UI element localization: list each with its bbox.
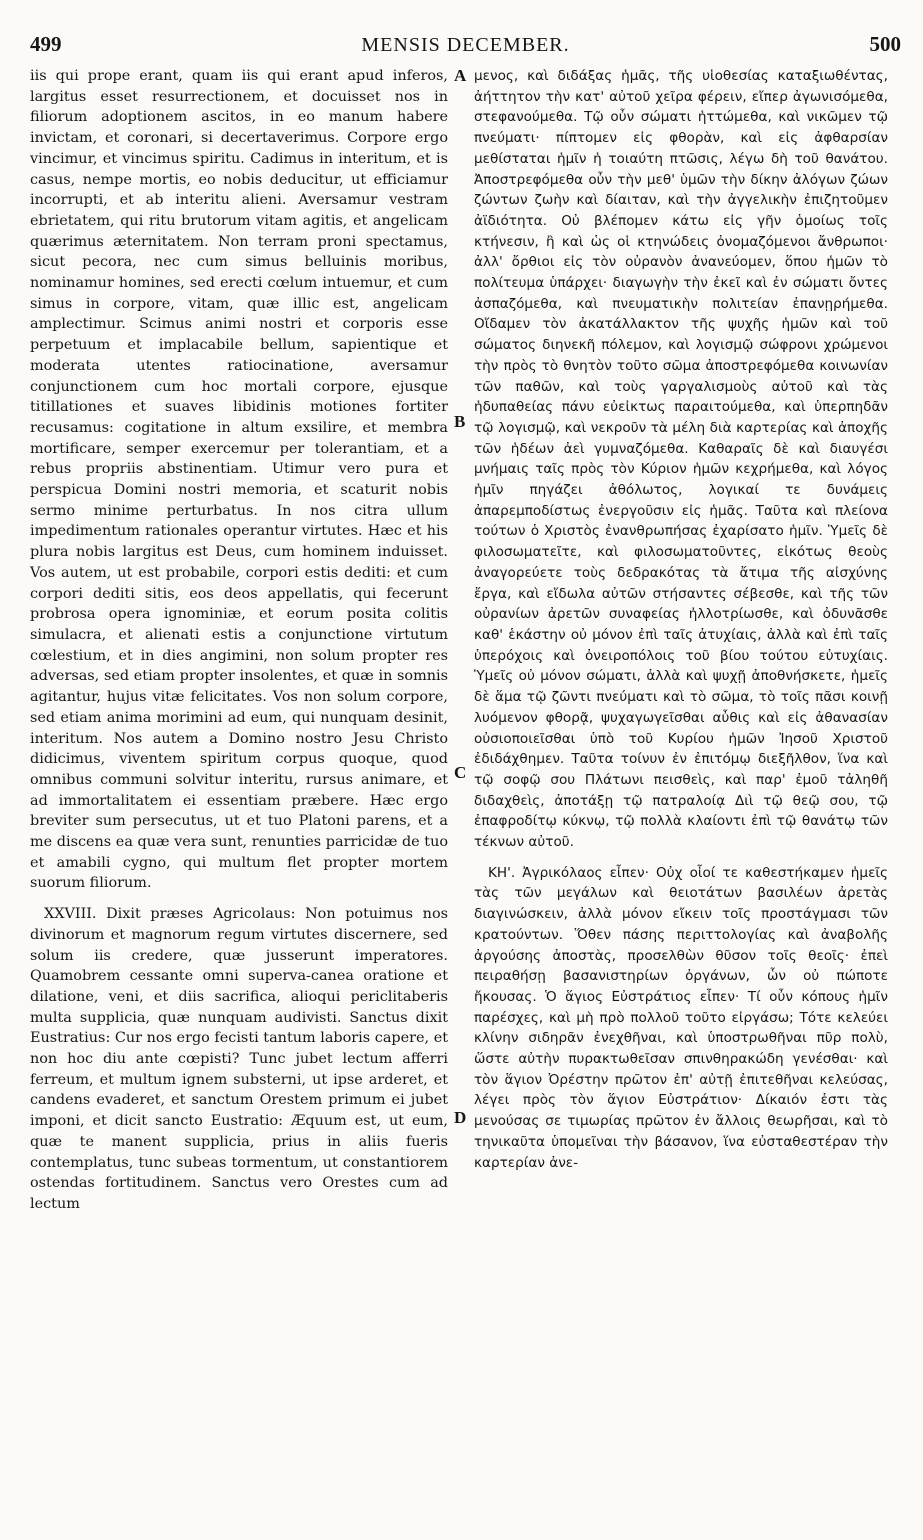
latin-column — [30, 66, 448, 1520]
greek-paragraph-2: ΚΗ'. Ἀγρικόλαος εἶπεν· Οὐχ οἷοί τε καθεστήκαμεν ἡμεῖς τὰς τῶν μεγάλων καὶ θειοτάτων βασιλέων ἀρετὰς διαγινώσκειν, ἀλλὰ μόνον εἴκειν τοῖς προστάγμασι τῶν κρατούντων. Ὅθεν πάσης περιττολογίας καὶ ἀναβολῆς ἀργούσης ἀποστὰς, προσελθὼν θῦσον τοῖς θεοῖς· ἐπεὶ πειραθήσῃ βασανιστηρίων ὀργάνων, ὧν οὐ πώποτε ἤκουσας. Ὁ ἅγιος Εὐστράτιος εἶπεν· Τί οὖν κόπους ἡμῖν παρέσχες, καὶ μὴ πρὸ πολλοῦ τοῦτο εἰργάσω; Τότε κελεύει κλίνην σιδηρᾶν ἐνεχθῆναι, καὶ ὑποστρωθῆναι πῦρ πολὺ, ὥστε αὐτὴν πυρακτωθεῖσαν σπινθηρακώδη γενέσθαι· καὶ τὸν ἅγιον Ὀρέστην πρῶτον ἐπ' αὐτῇ ἐπιτεθῆναι κελεύσας, λέγει πρὸς τὸν ἅγιον Εὐστράτιον· Δίκαιόν ἐστι τὰς μενούσας σε τιμωρίας πρῶτον ἐν ἄλλοις θεωρῆσαι, καὶ τὸ τηνικαῦτα ὑπομεῖναι τὴν βάσανον, ἵνα εὐσταθεστέραν τὴν καρτερίαν ἀνε- — [474, 864, 888, 1171]
running-title: MENSIS DECEMBER. — [361, 34, 570, 56]
margin-label-d: D — [454, 1108, 467, 1127]
page-header — [30, 32, 901, 62]
margin-label-a: A — [454, 66, 467, 85]
page-number-left: 499 — [30, 32, 62, 56]
greek-column — [474, 66, 888, 1520]
latin-paragraph-2: XXVIII. Dixit præses Agricolaus: Non potuimus nos divinorum et magnorum regum virtutes discernere, sed solum iis credere, quæ jusserunt imperatores. Quamobrem cessante omni superva-canea oratione et dilatione, veni, et diis sacrifica, alioqui periclitaberis multa supplicia, quæ nunquam audivisti. Sanctus dixit Eustratius: Cur nos ergo fecisti tantum laboris capere, et non hoc diu ante cœpisti? Tunc jubet lectum afferri ferreum, et multum ignem substerni, ut ipse arderet, et candens evaderet, et sanctum Orestem primum ei jubet imponi, et dicit sancto Eustratio: Æquum est, ut eum, quæ te manent supplicia, prius in aliis fueris contemplatus, tunc subeas tormentum, ut constantiorem ostendas fortitudinem. Sanctus vero Orestes cum ad lectum — [30, 906, 448, 1212]
margin-label-b: B — [454, 412, 466, 431]
page-number-right: 500 — [869, 32, 901, 56]
greek-paragraph-1: μενος, καὶ διδάξας ἡμᾶς, τῆς υἱοθεσίας καταξιωθέντας, ἀήττητον τὴν κατ' αὐτοῦ χεῖρα φέρειν, εἴπερ ἀγωνισόμεθα, στεφανούμεθα. Τῷ οὖν σώματι ἡττώμεθα, καὶ νικῶμεν τῷ πνεύματι· πίπτομεν εἰς φθορὰν, καὶ εἰς ἀφθαρσίαν μεθίσταται ἡμῖν ἡ τοιαύτη πτῶσις, λέγω δὴ τοῦ θανάτου. Ἀποστρεφόμεθα οὖν τὴν μεθ' ὑμῶν τὴν δίκην ἀλόγων ζώων ζώντων ζωὴν καὶ δίαιταν, καὶ τὴν ἀγγελικὴν ἐπιζητοῦμεν ἀϊδιότητα. Οὐ βλέπομεν κάτω εἰς γῆν ὁμοίως τοῖς κτήνεσιν, ἢ καὶ ὡς οἱ κτηνώδεις ὀνομαζόμενοι ἄνθρωποι· ἀλλ' ὄρθιοι εἰς τὸν οὐρανὸν ἀνανεύομεν, ὅπου ἡμῶν τὸ πολίτευμα ὑπάρχει· διαγωγὴν τὴν ἐκεῖ καὶ ἐν σώματι ὄντες ἀσπαζόμεθα, καὶ πνευματικὴν πολιτείαν ἐπανῃρήμεθα. Οἴδαμεν τὸν ἀκατάλλακτον τῆς ψυχῆς ἡμῶν καὶ τοῦ σώματος διηνεκῆ πόλεμον, καὶ λογισμῷ σώφρονι χρώμενοι τὴν πρὸς τὸ θνητὸν τοῦτο σῶμα ἀποστρεφόμεθα κοινωνίαν τῶν παθῶν, καὶ τοὺς γαργαλισμοὺς αὐτοῦ καὶ τὰς ἡδυπαθείας πάνυ εὐεἰκτως παραιτούμεθα, καὶ ὑπερπηδᾶν τῷ λογισμῷ, καὶ νεκροῦν τὰ μέλη διὰ καρτερίας καὶ ἀποχῆς τῶν ἡδέων ἀεὶ γυμναζόμεθα. Καθαραῖς δὲ καὶ διαυγέσι μνήμαις ταῖς πρὸς τὸν Κύριον ἡμῶν κεχρήμεθα, καὶ λόγος ἡμῖν πηγάζει ἀθόλωτος, λογικαί τε δυνάμεις ἀπαρεμποδίστως ἐνεργοῦσιν εἰς ἡμᾶς. Ταῦτα καὶ πλείονα τούτων ὁ Χριστὸς ἐνανθρωπήσας ἐχαρίσατο ἡμῖν. Ὑμεῖς δὲ φιλοσωματεῖτε, καὶ φιλοσωματοῦντες, εἰκότως θεοὺς ἀναγορεύετε τοὺς δεδρακότας τὰ ἄτιμα τῆς αἰσχύνης ἔργα, καὶ εἴδωλα αὐτῶν στήσαντες σέβεσθε, καὶ τῆς τῶν οὐρανίων ἀρετῶν συναφείας ἠλλοτρίωσθε, καὶ ὀδυνᾶσθε καθ' ἑκάστην οὐ μόνον ἐπὶ ταῖς ἀτυχίαις, ἀλλὰ καὶ ἐπὶ ταῖς ὑπερόχοις καὶ ὀνειροπόλοις τοῦ βίου τούτου εὐτυχίαις. Ὑμεῖς οὐ μόνον σώματι, ἀλλὰ καὶ ψυχῇ ἀποθνήσκετε, ἡμεῖς δὲ ἅμα τῷ ζῶντι πνεύματι καὶ τὸ σῶμα, τὸ τοῖς πᾶσι κοινῇ λυόμενον φθορᾷ, ψυχαγωγεῖσθαι αὖθις καὶ εἰς ἀθανασίαν οὐσιοποιεῖσθαι ὑπὸ τοῦ Κυρίου ἡμῶν Ἰησοῦ Χριστοῦ ἐδιδάχθημεν. Ταῦτα τοίνυν ἐν ἐπιτόμῳ διεξῆλθον, ἵνα καὶ τῷ σοφῷ σου Πλάτωνι πεισθεὶς, καὶ παρ' ἐμοῦ τἀληθῆ διδαχθεὶς, ἀποτάξῃ τῷ πατραλοίᾳ Διὶ τῷ θεῷ σου, τῷ ἐπαφροδίτῳ κύκνῳ, τῷ πολλὰ κλαίοντι ἐπὶ τῷ θανάτῳ τῶν τέκνων αὐτοῦ. — [474, 68, 888, 851]
latin-paragraph-1: iis qui prope erant, quam iis qui erant apud inferos, largitus esset resurrectionem, et docuisset nos in filiorum adoptionem ascitos, in eo manum habere invictam, et coronari, si decertaverimus. Corpore ergo vincimur, et vincimus spiritu. Cadimus in interitum, et is casus, nempe mortis, eo nobis deducitur, ut efficiamur incorrupti, et ab interitu alieni. Aversamur vestram ebrietatem, qui ritu brutorum vitam agitis, et angelicam quærimus æternitatem. Non terram proni spectamus, sicut pecora, nec cum simus belluinis moribus, nominamur homines, sed erecti cœlum intuemur, et cum simus in corpore, vitam, quæ illic est, angelicam amplectimur. Scimus animi nostri et corporis esse perpetuum et implacabile bellum, sapientique et moderata utentes ratiocinatione, aversamur conjunctionem cum hoc mortali corpore, ejusque titillationes et suaves libidinis motiones fortiter recusamus: cogitatione in altum exsilire, et membra mortificare, semper exercemur per tolerantiam, et a rebus propriis abstinentiam. Utimur vero pura et perspicua Domini nostri memoria, et scaturit nobis sermo minime perturbatus. In nos citra ullum impedimentum rationales operantur virtutes. Hæc et his plura nobis largitus est Deus, cum hominem induisset. Vos autem, ut est probabile, corpori estis dediti: et cum corpori dediti sitis, eos deos appellatis, qui fecerunt probrosa opera ignominiæ, et eorum posita colitis simulacra, et alienati estis a conjunctione virtutum cœlestium, et in dies angimini, non solum propter res adversas, sed etiam propter insolentes, et quæ in somnis agitantur, hujus vitæ felicitates. Vos non solum corpore, sed etiam anima morimini ad eum, qui nunquam desinit, interitum. Nos autem a Domino nostro Jesu Christo didicimus, viventem spiritum corpus quoque, quod omnibus communi solvitur interitu, rursus animare, et ad immortalitatem ei essentiam præbere. Hæc ergo breviter sum persecutus, ut et tuo Platoni parens, et a me discens ea quæ vera sunt, renunties parricidæ de tuo et amabili cygno, qui multum flet propter mortem suorum filiorum. — [30, 68, 448, 892]
margin-label-c: C — [454, 763, 467, 782]
